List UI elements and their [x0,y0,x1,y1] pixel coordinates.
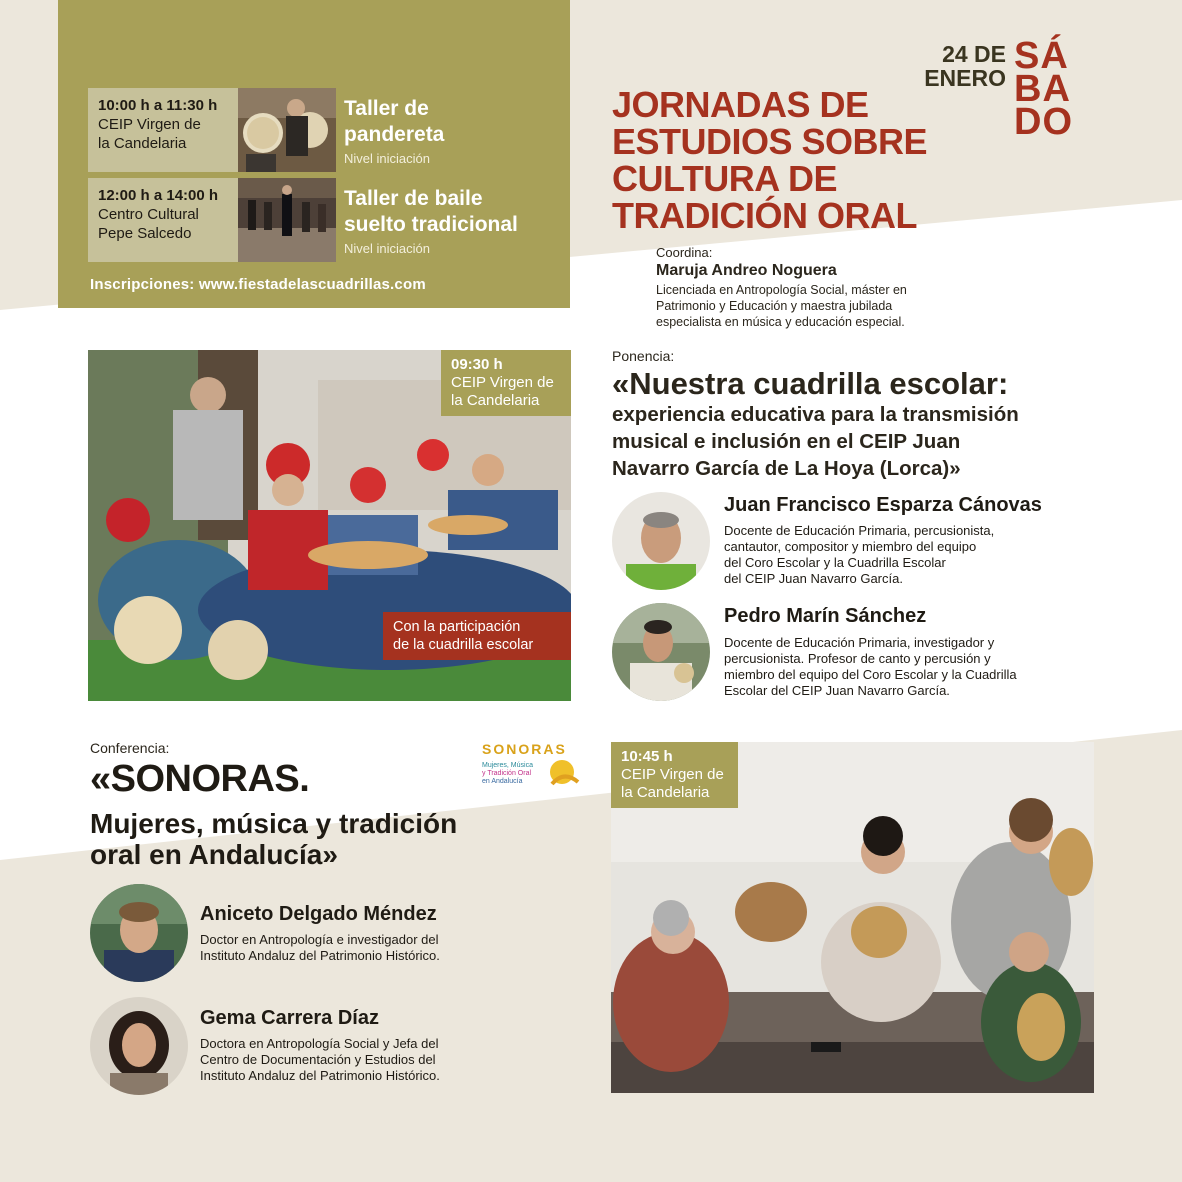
speaker-description: Doctora en Antropología Social y Jefa del Centro de Documentación y Estudios del Instituto Andaluz del Patrimonio Histórico. [200,1036,440,1083]
workshop-time: 12:00 h a 14:00 h [98,187,219,204]
workshop-time-box [88,88,238,172]
workshop-level: Nivel iniciación [344,151,430,166]
speaker-name: Gema Carrera Díaz [200,1007,379,1029]
coordinator-description: Licenciada en Antropología Social, máster en Patrimonio y Educación y maestra jubilada especialista en música y educación especial. [656,283,907,329]
workshop-row [88,88,558,172]
dance-workshop-photo [238,178,336,262]
lecture-label: Conferencia: [90,740,170,756]
speaker-avatar [612,603,710,701]
lecture-subtitle: Mujeres, música y tradición oral en Andalucía» [90,808,458,870]
svg-text:SONORAS: SONORAS [482,741,567,757]
speaker-name: Pedro Marín Sánchez [724,605,927,627]
sonoras-logo [474,740,590,800]
women-tambourine-photo [611,742,1094,1093]
speaker-description: Docente de Educación Primaria, percusionista, cantautor, compositor y miembro del equipo del Coro Escolar y la Cuadrilla Escolar del CEIP Juan Navarro García. [724,523,995,586]
registration-url[interactable]: Inscripciones: www.fiestadelascuadrillas.com [90,276,426,293]
workshop-title: Taller de pandereta [344,97,445,146]
speaker-description: Docente de Educación Primaria, investigador y percusionista. Profesor de canto y percusión y miembro del equipo del Coro Escolar y la Cuadrilla Escolar del CEIP Juan Navarro García. [724,635,1017,698]
women-photo-time-tag: 10:45 h CEIP Virgen de la Candelaria [611,742,738,808]
coordinator-label: Coordina: [656,245,713,260]
tambourine-workshop-photo [238,88,336,172]
coordinator-name: Maruja Andreo Noguera [656,262,837,279]
workshop-place: la Candelaria [98,135,187,152]
svg-text:Mujeres, Música: Mujeres, Música [482,762,533,769]
kids-photo-time-tag: 09:30 h CEIP Virgen de la Candelaria [441,350,571,416]
talk-label: Ponencia: [612,348,675,364]
talk-subtitle: experiencia educativa para la transmisión musical e inclusión en el CEIP Juan Navarro García de La Hoya (Lorca)» [612,403,1019,480]
speaker-avatar [90,884,188,982]
school-cuadrilla-photo [88,350,571,701]
main-title: JORNADAS DE ESTUDIOS SOBRE CULTURA DE TRADICIÓN ORAL [612,84,928,236]
workshops-panel [58,0,570,308]
kids-photo-caption: Con la participación de la cuadrilla escolar [383,612,571,660]
workshop-title: Taller de baile suelto tradicional [344,187,518,236]
speaker-avatar [90,997,188,1095]
speaker-description: Doctor en Antropología e investigador del Instituto Andaluz del Patrimonio Histórico. [200,932,440,963]
svg-text:en Andalucía: en Andalucía [482,778,523,785]
speaker-name: Juan Francisco Esparza Cánovas [724,494,1042,516]
workshop-time: 10:00 h a 11:30 h [98,97,218,114]
lecture-title: «SONORAS. [90,758,310,800]
workshop-place: CEIP Virgen de [98,116,201,133]
workshop-time-box [88,178,238,262]
svg-text:y Tradición Oral: y Tradición Oral [482,770,532,777]
speaker-name: Aniceto Delgado Méndez [200,903,437,925]
talk-title: «Nuestra cuadrilla escolar: [612,366,1009,401]
workshop-place: Pepe Salcedo [98,225,192,242]
speaker-avatar [612,492,710,590]
workshop-level: Nivel iniciación [344,241,430,256]
event-weekday: SÁ BA DO [1014,35,1073,143]
event-date: 24 DE ENERO [924,41,1006,91]
workshop-place: Centro Cultural [98,206,199,223]
workshop-row [88,178,558,262]
